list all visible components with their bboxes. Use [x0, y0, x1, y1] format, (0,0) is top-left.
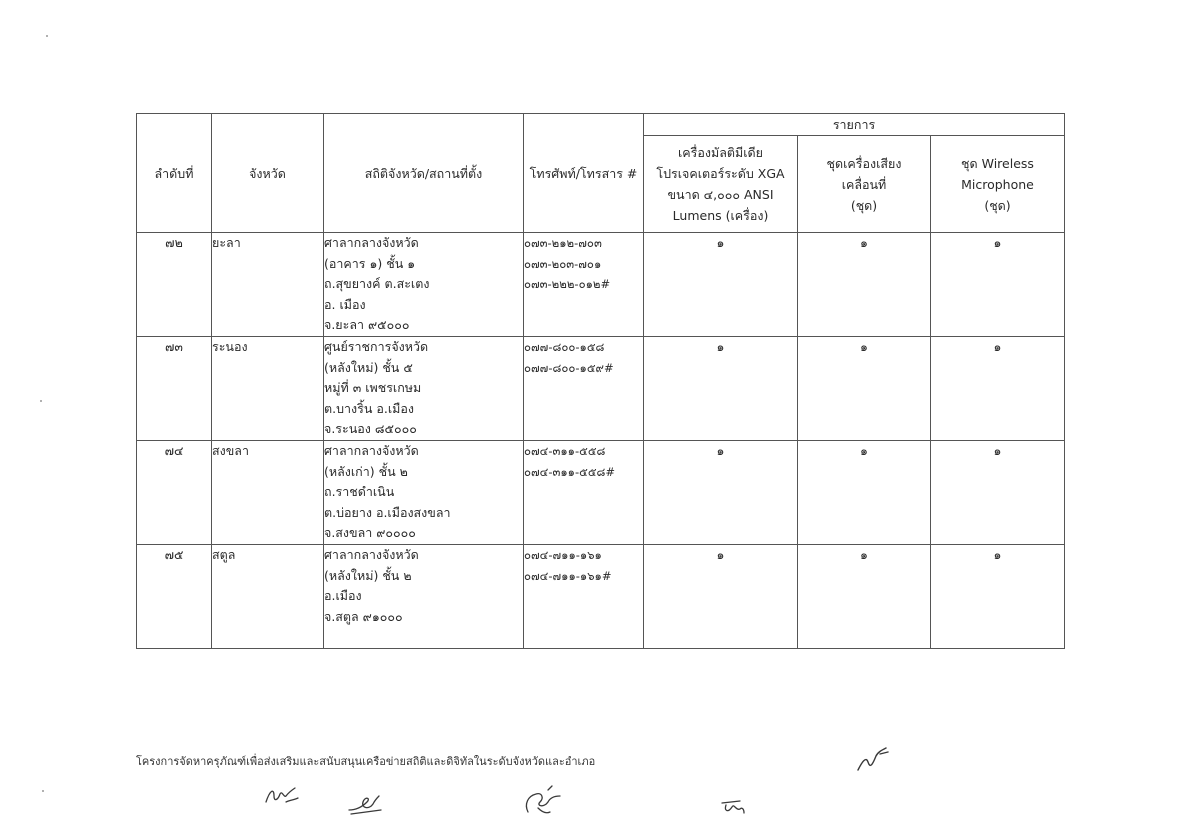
header-item-wireless-mic: ชุด Wireless Microphone (ชุด)	[931, 136, 1065, 233]
header-province: จังหวัด	[212, 114, 324, 233]
cell-province: ยะลา	[212, 233, 324, 337]
cell-address: ศูนย์ราชการจังหวัด (หลังใหม่) ชั้น ๕ หมู่ที่ ๓ เพชรเกษม ต.บางริ้น อ.เมือง จ.ระนอง ๘๕๐๐๐	[324, 337, 524, 441]
cell-no: ๗๔	[137, 441, 212, 545]
cell-phone: ๐๗๔-๓๑๑-๕๕๘ ๐๗๔-๓๑๑-๕๕๘#	[524, 441, 644, 545]
table-row	[137, 337, 1065, 441]
header-item-sound-system: ชุดเครื่องเสียง เคลื่อนที่ (ชุด)	[798, 136, 931, 233]
scan-speck	[40, 400, 42, 402]
cell-qty-sound: ๑	[798, 233, 931, 337]
cell-qty-sound: ๑	[798, 441, 931, 545]
cell-qty-projector: ๑	[644, 441, 798, 545]
cell-no: ๗๓	[137, 337, 212, 441]
cell-qty-projector: ๑	[644, 233, 798, 337]
cell-qty-mic: ๑	[931, 441, 1065, 545]
signature-icon	[345, 788, 387, 818]
cell-qty-mic: ๑	[931, 337, 1065, 441]
cell-province: สตูล	[212, 545, 324, 649]
header-phone: โทรศัพท์/โทรสาร #	[524, 114, 644, 233]
cell-no: ๗๒	[137, 233, 212, 337]
cell-qty-projector: ๑	[644, 545, 798, 649]
cell-phone: ๐๗๓-๒๑๒-๗๐๓ ๐๗๓-๒๐๓-๗๐๑ ๐๗๓-๒๒๒-๐๑๒#	[524, 233, 644, 337]
cell-phone: ๐๗๔-๗๑๑-๑๖๑ ๐๗๔-๗๑๑-๑๖๑#	[524, 545, 644, 649]
signature-icon	[852, 742, 892, 776]
footer-project-note: โครงการจัดหาครุภัณฑ์เพื่อส่งเสริมและสนับสนุนเครือข่ายสถิติและดิจิทัลในระดับจังหวัดและอำเภอ	[136, 755, 596, 768]
cell-address: ศาลากลางจังหวัด (หลังเก่า) ชั้น ๒ ถ.ราชดำเนิน ต.บ่อยาง อ.เมืองสงขลา จ.สงขลา ๙๐๐๐๐	[324, 441, 524, 545]
cell-province: สงขลา	[212, 441, 324, 545]
table-row	[137, 233, 1065, 337]
table-row	[137, 545, 1065, 649]
signature-icon	[518, 782, 568, 818]
cell-qty-sound: ๑	[798, 337, 931, 441]
cell-qty-sound: ๑	[798, 545, 931, 649]
cell-address: ศาลากลางจังหวัด (อาคาร ๑) ชั้น ๑ ถ.สุขยางค์ ต.สะเตง อ. เมือง จ.ยะลา ๙๕๐๐๐	[324, 233, 524, 337]
signature-icon	[262, 782, 302, 808]
scan-speck	[46, 35, 48, 37]
table-row	[137, 441, 1065, 545]
equipment-table	[136, 113, 1065, 649]
header-address: สถิติจังหวัด/สถานที่ตั้ง	[324, 114, 524, 233]
header-items-group: รายการ	[644, 114, 1065, 136]
cell-qty-mic: ๑	[931, 545, 1065, 649]
signature-icon	[718, 795, 748, 817]
cell-address: ศาลากลางจังหวัด (หลังใหม่) ชั้น ๒ อ.เมือง จ.สตูล ๙๑๐๐๐	[324, 545, 524, 649]
scan-speck	[42, 790, 44, 792]
cell-qty-projector: ๑	[644, 337, 798, 441]
cell-phone: ๐๗๗-๘๐๐-๑๕๘ ๐๗๗-๘๐๐-๑๕๙#	[524, 337, 644, 441]
cell-province: ระนอง	[212, 337, 324, 441]
header-item-projector: เครื่องมัลติมีเดีย โปรเจคเตอร์ระดับ XGA ขนาด ๔,๐๐๐ ANSI Lumens (เครื่อง)	[644, 136, 798, 233]
cell-no: ๗๕	[137, 545, 212, 649]
header-no: ลำดับที่	[137, 114, 212, 233]
cell-qty-mic: ๑	[931, 233, 1065, 337]
